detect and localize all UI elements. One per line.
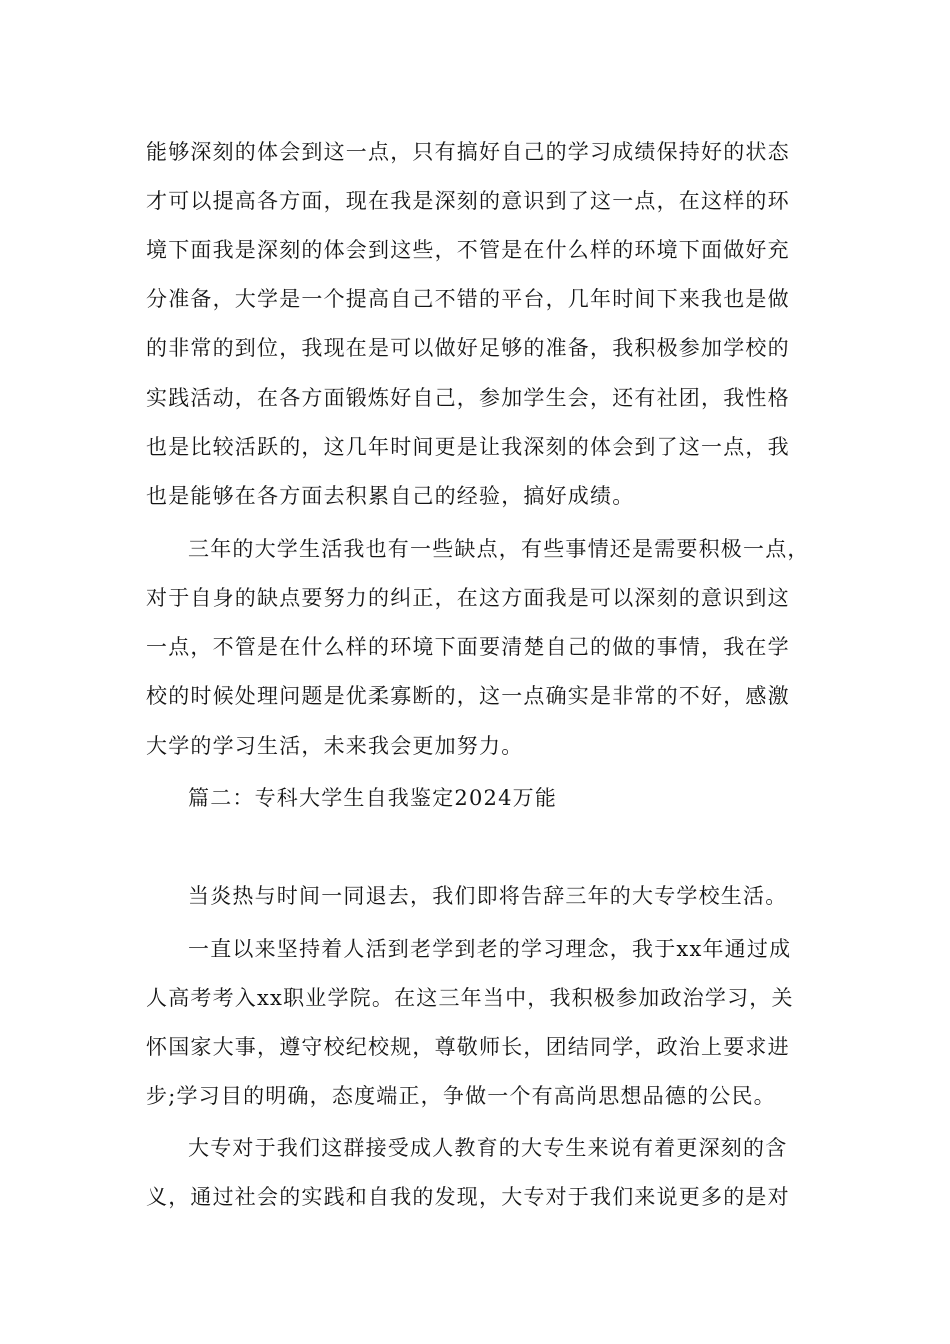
paragraph-line: 也是能够在各方面去积累自己的经验，搞好成绩。 xyxy=(146,484,635,508)
paragraph-line: 当炎热与时间一同退去，我们即将告辞三年的大专学校生活。 xyxy=(188,884,788,908)
paragraph-line: 大学的学习生活，未来我会更加努力。 xyxy=(146,734,524,758)
paragraph-line: 境下面我是深刻的体会到这些，不管是在什么样的环境下面做好充 xyxy=(146,238,790,262)
paragraph-line: 实践活动，在各方面锻炼好自己，参加学生会，还有社团，我性格 xyxy=(146,386,790,410)
paragraph-line: 才可以提高各方面，现在我是深刻的意识到了这一点，在这样的环 xyxy=(146,189,790,213)
paragraph-line: 三年的大学生活我也有一些缺点，有些事情还是需要积极一点， xyxy=(188,537,810,561)
paragraph-line: 义，通过社会的实践和自我的发现，大专对于我们来说更多的是对 xyxy=(146,1185,790,1209)
section-heading: 篇二：专科大学生自我鉴定2024万能 xyxy=(188,786,558,810)
paragraph-line: 人高考考入xx职业学院。在这三年当中，我积极参加政治学习，关 xyxy=(146,986,794,1010)
paragraph-line: 能够深刻的体会到这一点，只有搞好自己的学习成绩保持好的状态 xyxy=(146,140,790,164)
paragraph-line: 大专对于我们这群接受成人教育的大专生来说有着更深刻的含 xyxy=(188,1136,788,1160)
paragraph-line: 怀国家大事，遵守校纪校规，尊敬师长，团结同学，政治上要求进 xyxy=(146,1035,790,1059)
paragraph-line: 一直以来坚持着人活到老学到老的学习理念，我于xx年通过成 xyxy=(188,937,792,961)
paragraph-line: 的非常的到位，我现在是可以做好足够的准备，我积极参加学校的 xyxy=(146,336,790,360)
paragraph-line: 校的时候处理问题是优柔寡断的，这一点确实是非常的不好，感激 xyxy=(146,684,790,708)
paragraph-line: 一点，不管是在什么样的环境下面要清楚自己的做的事情，我在学 xyxy=(146,635,790,659)
paragraph-line: 分准备，大学是一个提高自己不错的平台，几年时间下来我也是做 xyxy=(146,287,790,311)
paragraph-line: 步;学习目的明确，态度端正，争做一个有高尚思想品德的公民。 xyxy=(146,1084,776,1108)
paragraph-line: 对于自身的缺点要努力的纠正，在这方面我是可以深刻的意识到这 xyxy=(146,586,790,610)
paragraph-line: 也是比较活跃的，这几年时间更是让我深刻的体会到了这一点，我 xyxy=(146,435,790,459)
